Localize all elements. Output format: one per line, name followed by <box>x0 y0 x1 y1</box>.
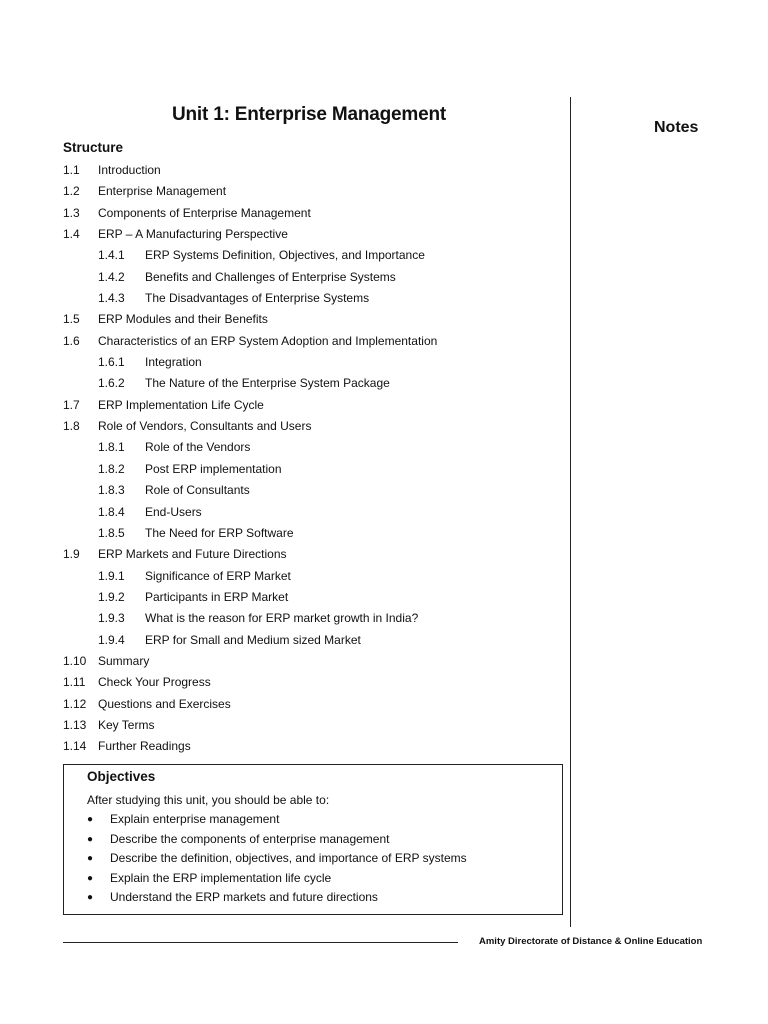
toc-number: 1.10 <box>63 653 87 668</box>
toc-title: Post ERP implementation <box>145 461 282 476</box>
toc-entry <box>63 181 563 202</box>
toc-entry <box>63 459 563 480</box>
bullet-icon: ● <box>87 833 94 845</box>
toc-title: Role of the Vendors <box>145 440 251 455</box>
objective-text: Explain the ERP implementation life cycle <box>110 870 332 885</box>
notes-label: Notes <box>654 119 699 136</box>
toc-title: Enterprise Management <box>98 184 227 199</box>
toc-title: Role of Consultants <box>145 483 250 498</box>
objective-text: Explain enterprise management <box>110 812 280 826</box>
toc-number: 1.9.3 <box>98 611 125 626</box>
toc-entry <box>63 203 563 224</box>
margin-divider <box>570 97 571 927</box>
toc-entry <box>63 630 563 651</box>
toc-title: Participants in ERP Market <box>145 589 289 604</box>
objectives-heading: Objectives <box>87 769 156 784</box>
objective-text: Describe the definition, objectives, and importance of ERP systems <box>110 851 467 865</box>
toc-entry <box>63 288 563 309</box>
toc-title: ERP Modules and their Benefits <box>98 312 268 327</box>
toc-entry <box>63 651 563 672</box>
toc-number: 1.8.4 <box>98 504 125 519</box>
toc-number: 1.9.4 <box>98 632 125 647</box>
toc-number: 1.9 <box>63 547 80 562</box>
objectives-intro: After studying this unit, you should be able to: <box>87 793 330 807</box>
toc-entry <box>63 416 563 437</box>
toc-number: 1.7 <box>63 397 80 412</box>
toc-entry <box>63 331 563 352</box>
toc-title: Characteristics of an ERP System Adoption and Implementation <box>98 333 438 348</box>
bullet-icon: ● <box>87 853 94 864</box>
page-title: Unit 1: Enterprise Management <box>172 104 446 125</box>
toc-number: 1.3 <box>63 205 80 220</box>
toc-number: 1.11 <box>63 675 86 690</box>
toc-title: Summary <box>98 653 150 668</box>
toc-entry <box>63 395 563 416</box>
objective-item <box>87 888 557 908</box>
bullet-icon: ● <box>87 814 94 825</box>
toc-number: 1.6.2 <box>98 376 125 391</box>
toc-entry <box>63 523 563 544</box>
toc-entry <box>63 352 563 373</box>
toc-number: 1.14 <box>63 739 87 754</box>
table-of-contents <box>63 160 563 758</box>
toc-entry <box>63 544 563 565</box>
toc-number: 1.4 <box>63 227 80 242</box>
toc-entry <box>63 160 563 181</box>
toc-title: Key Terms <box>98 717 155 732</box>
toc-title: ERP Systems Definition, Objectives, and Importance <box>145 248 425 263</box>
toc-number: 1.1 <box>63 163 80 177</box>
toc-number: 1.8.1 <box>98 440 125 455</box>
toc-entry <box>63 672 563 693</box>
toc-title: Components of Enterprise Management <box>98 205 311 220</box>
toc-number: 1.12 <box>63 696 87 711</box>
toc-number: 1.8.5 <box>98 525 125 540</box>
toc-number: 1.8.2 <box>98 461 125 476</box>
toc-title: Further Readings <box>98 739 191 754</box>
toc-title: ERP for Small and Medium sized Market <box>145 632 361 647</box>
toc-title: Questions and Exercises <box>98 696 231 711</box>
toc-number: 1.8.3 <box>98 483 125 498</box>
toc-entry <box>63 502 563 523</box>
toc-entry <box>63 608 563 629</box>
toc-number: 1.13 <box>63 717 87 732</box>
toc-title: ERP Markets and Future Directions <box>98 547 287 562</box>
toc-title: The Nature of the Enterprise System Package <box>145 376 390 391</box>
toc-number: 1.2 <box>63 184 80 199</box>
toc-number: 1.6.1 <box>98 355 125 370</box>
toc-title: Benefits and Challenges of Enterprise Systems <box>145 269 396 284</box>
toc-entry <box>63 309 563 330</box>
toc-title: Check Your Progress <box>98 675 211 690</box>
toc-entry <box>63 224 563 245</box>
toc-entry <box>63 267 563 288</box>
toc-title: Significance of ERP Market <box>145 568 291 583</box>
toc-entry <box>63 437 563 458</box>
objective-item <box>87 810 557 830</box>
toc-number: 1.4.1 <box>98 248 125 263</box>
toc-number: 1.8 <box>63 419 80 434</box>
objective-text: Describe the components of enterprise management <box>110 831 390 846</box>
toc-title: What is the reason for ERP market growth in India? <box>145 611 419 626</box>
structure-heading: Structure <box>63 140 124 155</box>
toc-title: Integration <box>145 355 202 370</box>
bullet-icon: ● <box>87 872 94 884</box>
bullet-icon: ● <box>87 892 94 903</box>
objective-item <box>87 849 557 869</box>
toc-title: The Disadvantages of Enterprise Systems <box>145 291 370 306</box>
objective-item <box>87 869 557 889</box>
toc-number: 1.6 <box>63 333 80 348</box>
objective-text: Understand the ERP markets and future directions <box>110 890 378 904</box>
toc-entry <box>63 566 563 587</box>
toc-entry <box>63 373 563 394</box>
footer-rule <box>63 942 458 943</box>
toc-entry <box>63 587 563 608</box>
toc-title: End-Users <box>145 504 202 519</box>
toc-number: 1.5 <box>63 312 80 327</box>
toc-entry <box>63 694 563 715</box>
footer-text: Amity Directorate of Distance & Online Education <box>479 936 703 947</box>
toc-entry <box>63 736 563 757</box>
objectives-box <box>63 764 563 915</box>
toc-title: ERP Implementation Life Cycle <box>98 397 264 412</box>
objective-item <box>87 830 557 850</box>
toc-title: The Need for ERP Software <box>145 525 294 540</box>
toc-entry <box>63 245 563 266</box>
toc-title: Introduction <box>98 163 161 177</box>
toc-number: 1.9.1 <box>98 568 125 583</box>
objectives-list <box>87 810 557 908</box>
toc-number: 1.9.2 <box>98 589 125 604</box>
toc-title: ERP – A Manufacturing Perspective <box>98 227 288 242</box>
toc-title: Role of Vendors, Consultants and Users <box>98 419 312 434</box>
toc-entry <box>63 715 563 736</box>
toc-number: 1.4.2 <box>98 269 125 284</box>
toc-number: 1.4.3 <box>98 291 125 306</box>
toc-entry <box>63 480 563 501</box>
